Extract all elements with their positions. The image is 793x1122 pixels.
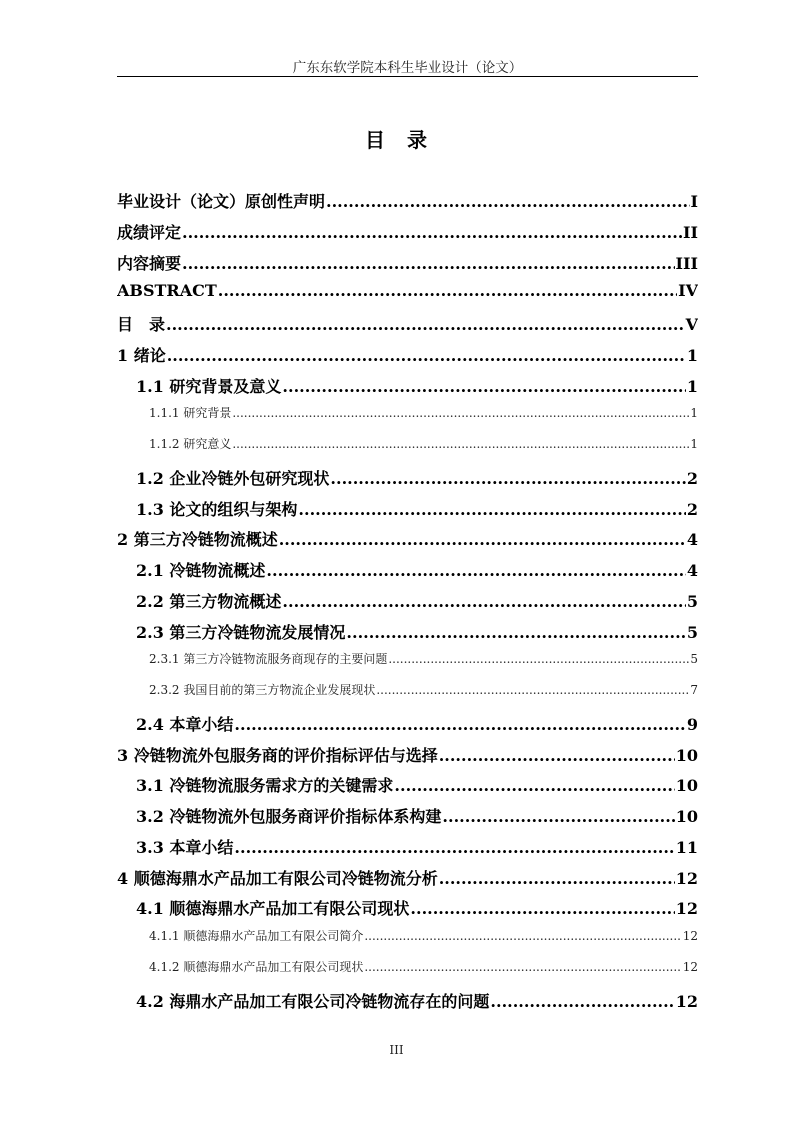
toc-entry-page: 9 (686, 714, 698, 734)
toc-entry-label: 3.2 冷链物流外包服务商评价指标体系构建 (136, 807, 442, 826)
toc-entry-label: 3.3 本章小结 (136, 837, 234, 857)
toc-entry-page: 12 (675, 868, 698, 888)
toc-entry-label: 1.3 论文的组织与架构 (136, 499, 298, 519)
dot-leader (266, 561, 685, 580)
page-header: 广东东软学院本科生毕业设计（论文） (292, 60, 523, 76)
toc-entry-label: 2.2 第三方物流概述 (136, 591, 282, 611)
toc-entry[interactable] (117, 958, 698, 989)
toc-entry-page: 2 (686, 499, 698, 519)
toc-entry-label: 1 绪论 (117, 345, 166, 365)
toc-entry-page: 12 (675, 991, 698, 1011)
dot-leader (218, 281, 677, 300)
toc-entry[interactable] (117, 989, 698, 1020)
toc-entry[interactable] (117, 312, 698, 343)
toc-entry-label: 2 第三方冷链物流概述 (117, 530, 278, 550)
toc-entry-page: 10 (675, 745, 698, 765)
toc-entry[interactable] (117, 558, 698, 589)
toc-entry[interactable] (117, 712, 698, 743)
toc-entry[interactable] (117, 189, 698, 220)
dot-leader (364, 960, 681, 974)
dot-leader (234, 715, 685, 734)
toc-entry[interactable] (117, 374, 698, 405)
toc-entry[interactable] (117, 896, 698, 927)
toc-entry[interactable] (117, 497, 698, 528)
toc-entry[interactable] (117, 835, 698, 866)
toc-entry[interactable] (117, 251, 698, 282)
dot-leader (298, 500, 685, 519)
toc-entry-page: 2 (686, 468, 698, 488)
toc-entry-page: 1 (686, 345, 698, 365)
toc-entry[interactable] (117, 589, 698, 620)
dot-leader (167, 346, 686, 365)
toc-entry-page: 5 (686, 591, 698, 611)
toc-entry-page: 12 (682, 929, 698, 943)
toc-entry[interactable] (117, 220, 698, 251)
toc-entry-label: ABSTRACT (117, 281, 217, 301)
toc-entry-label: 3 冷链物流外包服务商的评价指标评估与选择 (117, 745, 438, 765)
toc-entry-label: 4.1.2 顺德海鼎水产品加工有限公司现状 (149, 959, 364, 974)
toc-entry-label: 目 录 (117, 315, 166, 334)
dot-leader (182, 223, 682, 242)
dot-leader (364, 929, 681, 943)
toc-entry-page: V (685, 315, 698, 334)
toc-entry-page: 1 (690, 406, 698, 421)
toc-entry-label: 3.1 冷链物流服务需求方的关键需求 (136, 776, 394, 796)
toc-entry[interactable] (117, 281, 698, 312)
toc-entry[interactable] (117, 866, 698, 897)
dot-leader (234, 838, 674, 857)
toc-entry-page: 4 (686, 561, 698, 580)
toc-entry-label: 2.3.1 第三方冷链物流服务商现存的主要问题 (149, 652, 388, 667)
header-rule (117, 76, 698, 77)
toc-entry[interactable] (117, 527, 698, 558)
toc-entry-label: 1.2 企业冷链外包研究现状 (136, 468, 330, 488)
dot-leader (490, 992, 674, 1011)
toc-entry-page: 1 (690, 437, 698, 451)
dot-leader (394, 776, 674, 795)
toc-entry[interactable] (117, 927, 698, 958)
dot-leader (439, 746, 675, 765)
toc-entry-label: 1.1.1 研究背景 (149, 406, 232, 421)
dot-leader (388, 652, 689, 666)
dot-leader (330, 469, 685, 488)
toc-entry[interactable] (117, 343, 698, 374)
toc-entry-label: 4 顺德海鼎水产品加工有限公司冷链物流分析 (117, 868, 438, 888)
dot-leader (346, 623, 685, 642)
toc-title: 目 录 (365, 128, 428, 152)
toc-entry[interactable] (117, 681, 698, 712)
dot-leader (182, 254, 675, 273)
dot-leader (232, 406, 689, 420)
toc-entry-label: 2.1 冷链物流概述 (136, 561, 266, 580)
toc-entry-page: II (683, 222, 698, 242)
toc-entry-label: 毕业设计（论文）原创性声明 (117, 192, 326, 211)
dot-leader (232, 437, 689, 451)
toc-entry-page: III (675, 253, 698, 273)
toc-entry[interactable] (117, 620, 698, 651)
toc-entry-label: 2.4 本章小结 (136, 714, 234, 734)
dot-leader (282, 377, 685, 396)
dot-leader (442, 807, 674, 826)
toc-entry-page: 11 (675, 837, 698, 857)
dot-leader (166, 315, 685, 334)
dot-leader (439, 869, 675, 888)
toc-entry-label: 成绩评定 (117, 222, 182, 242)
toc-entry-page: 10 (675, 807, 698, 826)
toc-entry[interactable] (117, 773, 698, 804)
toc-entry[interactable] (117, 435, 698, 466)
toc-entry-page: 7 (690, 683, 698, 697)
toc-entry[interactable] (117, 804, 698, 835)
dot-leader (376, 683, 689, 697)
toc-entry-label: 4.2 海鼎水产品加工有限公司冷链物流存在的问题 (136, 991, 490, 1011)
toc-entry-page: 12 (682, 959, 698, 974)
toc-entry-label: 1.1.2 研究意义 (149, 437, 232, 451)
toc-entry[interactable] (117, 650, 698, 681)
toc-entry-page: 10 (675, 776, 698, 796)
toc-entry[interactable] (117, 743, 698, 774)
toc-entry-page: 12 (675, 899, 698, 919)
toc-entry-page: IV (678, 281, 698, 301)
dot-leader (279, 530, 686, 549)
toc-entry-label: 内容摘要 (117, 253, 182, 273)
toc-entry-page: I (690, 192, 698, 211)
toc-entry-page: 5 (690, 652, 698, 667)
table-of-contents (117, 189, 698, 1019)
page-number: III (389, 1043, 404, 1057)
toc-entry-label: 2.3.2 我国目前的第三方物流企业发展现状 (149, 683, 376, 697)
toc-entry-page: 4 (686, 530, 698, 550)
toc-entry-page: 1 (686, 376, 698, 396)
toc-entry-label: 4.1 顺德海鼎水产品加工有限公司现状 (136, 899, 410, 919)
dot-leader (410, 899, 674, 918)
toc-entry[interactable] (117, 404, 698, 435)
dot-leader (326, 192, 690, 211)
toc-entry[interactable] (117, 466, 698, 497)
toc-entry-label: 2.3 第三方冷链物流发展情况 (136, 622, 346, 642)
dot-leader (282, 592, 685, 611)
toc-entry-page: 5 (686, 622, 698, 642)
toc-entry-label: 1.1 研究背景及意义 (136, 376, 282, 396)
toc-entry-label: 4.1.1 顺德海鼎水产品加工有限公司简介 (149, 929, 364, 943)
